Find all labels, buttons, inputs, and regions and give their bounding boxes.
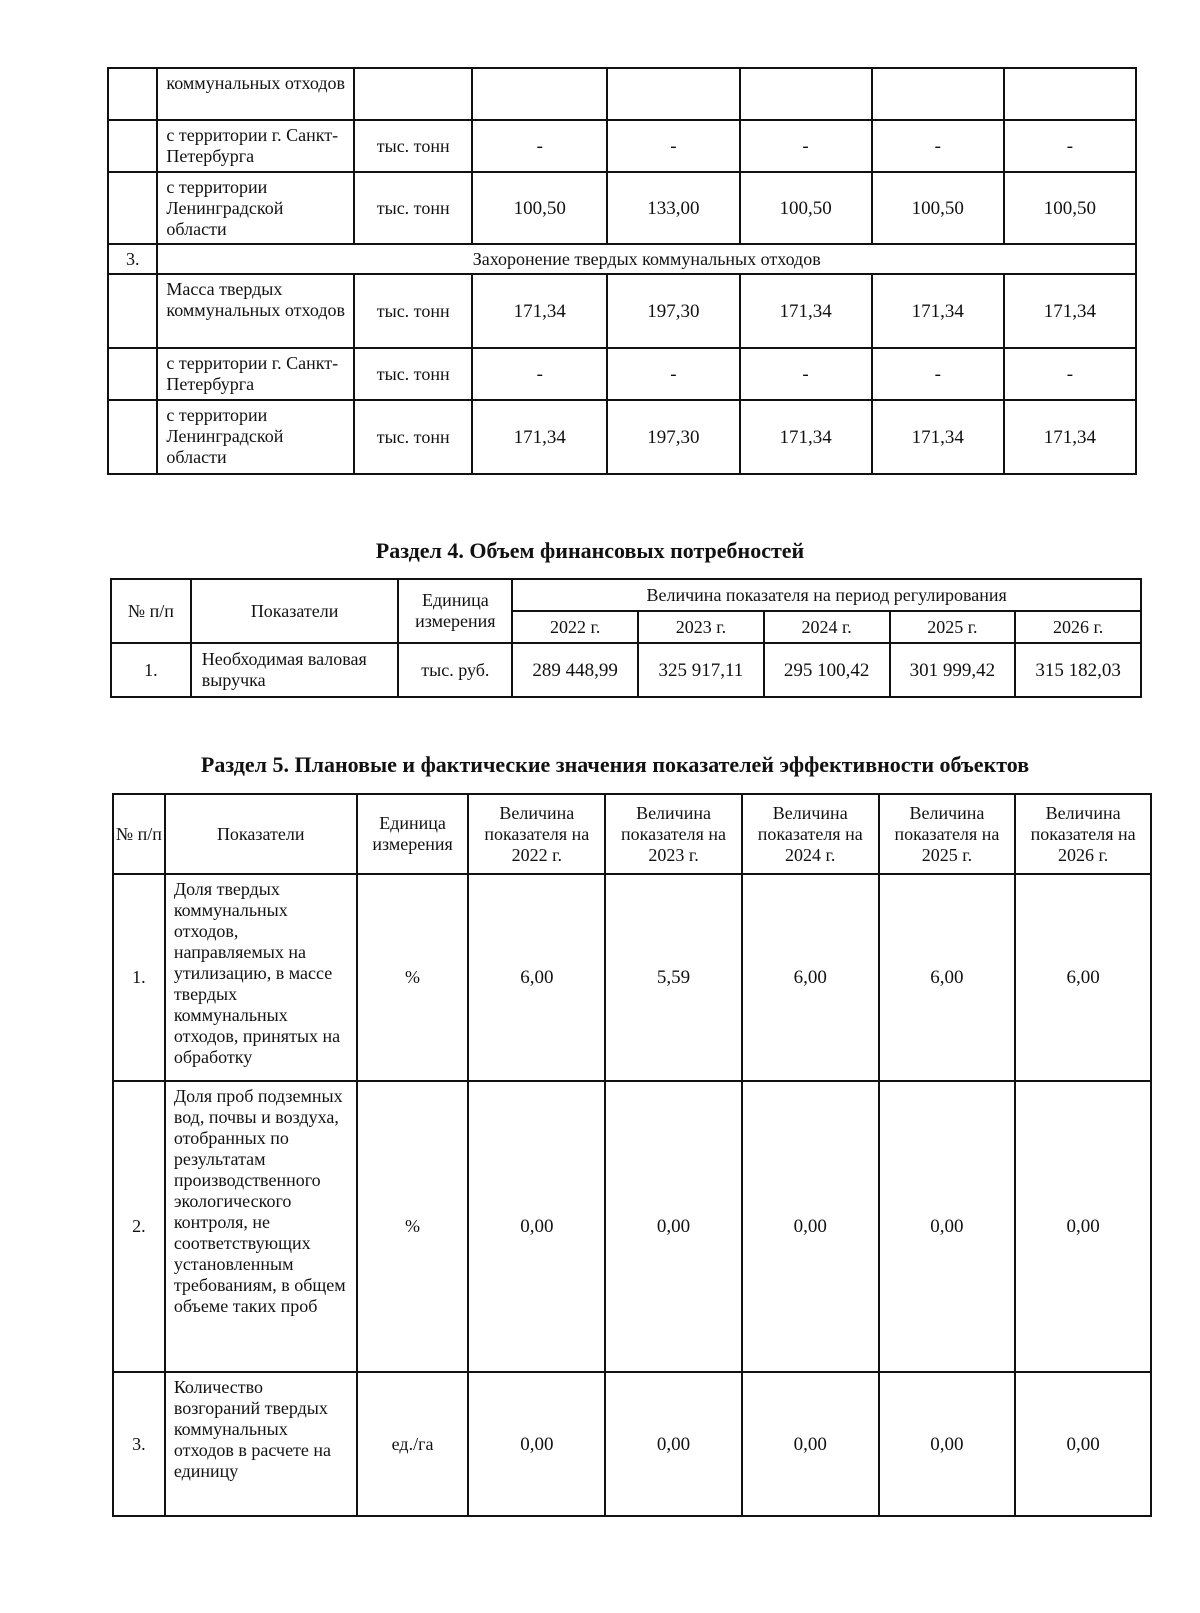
- value-cell: 171,34: [872, 274, 1004, 348]
- header-year: 2022 г.: [512, 611, 638, 643]
- section5-title: Раздел 5. Плановые и фактические значения показателей эффективности объектов: [200, 752, 1030, 777]
- header-row: [113, 794, 1151, 874]
- header-year: 2023 г.: [638, 611, 764, 643]
- value-cell: -: [607, 348, 739, 400]
- header-num: № п/п: [111, 579, 191, 643]
- value-cell: 0,00: [605, 1081, 742, 1372]
- table-waste-continuation: [107, 67, 1137, 475]
- value-cell: [472, 68, 607, 120]
- row-unit: тыс. тонн: [354, 348, 472, 400]
- header-period: Величина показателя на период регулирования: [512, 579, 1141, 611]
- row-num: 1.: [113, 874, 165, 1081]
- header-year: 2026 г.: [1015, 611, 1141, 643]
- section4-title: Раздел 4. Объем финансовых потребностей: [375, 538, 805, 563]
- value-cell: 0,00: [879, 1372, 1016, 1516]
- table-row: [108, 172, 1136, 244]
- row-unit: ед./га: [357, 1372, 469, 1516]
- table-row: [113, 1081, 1151, 1372]
- header-year: Величина показателя на 2026 г.: [1015, 794, 1151, 874]
- table-row: [113, 874, 1151, 1081]
- value-cell: 301 999,42: [890, 643, 1016, 697]
- value-cell: 295 100,42: [764, 643, 890, 697]
- table-row: [108, 68, 1136, 120]
- header-year: Величина показателя на 2022 г.: [468, 794, 605, 874]
- header-year: Величина показателя на 2024 г.: [742, 794, 879, 874]
- row-num: [108, 348, 157, 400]
- value-cell: 171,34: [872, 400, 1004, 474]
- row-unit: %: [357, 874, 469, 1081]
- header-row: [111, 579, 1141, 611]
- value-cell: 197,30: [607, 400, 739, 474]
- value-cell: 171,34: [472, 400, 607, 474]
- value-cell: 0,00: [605, 1372, 742, 1516]
- table-financial-needs: [110, 578, 1142, 698]
- header-unit: Единица измерения: [398, 579, 512, 643]
- value-cell: [872, 68, 1004, 120]
- row-name: Масса твердых коммунальных отходов: [157, 274, 354, 348]
- value-cell: 0,00: [1015, 1081, 1151, 1372]
- row-name: с территории Ленинградской области: [157, 400, 354, 474]
- row-name: Необходимая валовая выручка: [191, 643, 399, 697]
- row-name: Количество возгораний твердых коммунальных отходов в расчете на единицу: [165, 1372, 357, 1516]
- row-unit: тыс. тонн: [354, 172, 472, 244]
- value-cell: 5,59: [605, 874, 742, 1081]
- value-cell: [740, 68, 872, 120]
- value-cell: 6,00: [879, 874, 1016, 1081]
- value-cell: 133,00: [607, 172, 739, 244]
- value-cell: -: [740, 348, 872, 400]
- value-cell: 6,00: [1015, 874, 1151, 1081]
- value-cell: 197,30: [607, 274, 739, 348]
- row-unit: [354, 68, 472, 120]
- value-cell: -: [607, 120, 739, 172]
- value-cell: 171,34: [472, 274, 607, 348]
- value-cell: -: [1004, 120, 1136, 172]
- value-cell: 6,00: [468, 874, 605, 1081]
- row-num: [108, 68, 157, 120]
- header-year: 2025 г.: [890, 611, 1016, 643]
- header-year: 2024 г.: [764, 611, 890, 643]
- value-cell: 171,34: [740, 274, 872, 348]
- value-cell: 100,50: [872, 172, 1004, 244]
- table-efficiency-indicators: [112, 793, 1152, 1517]
- value-cell: 289 448,99: [512, 643, 638, 697]
- row-name: Доля проб подземных вод, почвы и воздуха, отобранных по результатам производственного экологического контроля, не соответствующих установленным требованиям, в общем объеме таких проб: [165, 1081, 357, 1372]
- row-num: [108, 172, 157, 244]
- value-cell: 0,00: [742, 1372, 879, 1516]
- value-cell: 171,34: [740, 400, 872, 474]
- value-cell: 6,00: [742, 874, 879, 1081]
- value-cell: -: [872, 120, 1004, 172]
- row-name: коммунальных отходов: [157, 68, 354, 120]
- row-num: [108, 400, 157, 474]
- value-cell: 100,50: [472, 172, 607, 244]
- row-name: Доля твердых коммунальных отходов, направляемых на утилизацию, в массе твердых коммунальных отходов, принятых на обработку: [165, 874, 357, 1081]
- row-num: [108, 274, 157, 348]
- row-name: с территории Ленинградской области: [157, 172, 354, 244]
- row-num: 3.: [113, 1372, 165, 1516]
- value-cell: 100,50: [1004, 172, 1136, 244]
- row-unit: тыс. руб.: [398, 643, 512, 697]
- header-indicator: Показатели: [165, 794, 357, 874]
- value-cell: 171,34: [1004, 274, 1136, 348]
- value-cell: 0,00: [879, 1081, 1016, 1372]
- value-cell: -: [1004, 348, 1136, 400]
- section-row: [108, 244, 1136, 274]
- row-name: с территории г. Санкт-Петербурга: [157, 348, 354, 400]
- table-row: [108, 120, 1136, 172]
- header-year: Величина показателя на 2025 г.: [879, 794, 1016, 874]
- value-cell: 315 182,03: [1015, 643, 1141, 697]
- value-cell: 0,00: [742, 1081, 879, 1372]
- section-num: 3.: [108, 244, 157, 274]
- value-cell: 0,00: [468, 1081, 605, 1372]
- value-cell: -: [872, 348, 1004, 400]
- section-title: Захоронение твердых коммунальных отходов: [157, 244, 1136, 274]
- value-cell: [607, 68, 739, 120]
- table-row: [108, 348, 1136, 400]
- value-cell: -: [472, 120, 607, 172]
- row-num: [108, 120, 157, 172]
- header-year: Величина показателя на 2023 г.: [605, 794, 742, 874]
- row-unit: %: [357, 1081, 469, 1372]
- row-unit: тыс. тонн: [354, 400, 472, 474]
- row-name: с территории г. Санкт-Петербурга: [157, 120, 354, 172]
- value-cell: 325 917,11: [638, 643, 764, 697]
- table-row: [108, 274, 1136, 348]
- header-indicator: Показатели: [191, 579, 399, 643]
- table-row: [108, 400, 1136, 474]
- value-cell: [1004, 68, 1136, 120]
- header-unit: Единица измерения: [357, 794, 469, 874]
- table-row: [111, 643, 1141, 697]
- value-cell: 0,00: [1015, 1372, 1151, 1516]
- value-cell: 100,50: [740, 172, 872, 244]
- row-unit: тыс. тонн: [354, 274, 472, 348]
- table-row: [113, 1372, 1151, 1516]
- row-num: 2.: [113, 1081, 165, 1372]
- row-unit: тыс. тонн: [354, 120, 472, 172]
- value-cell: 171,34: [1004, 400, 1136, 474]
- value-cell: -: [740, 120, 872, 172]
- header-num: № п/п: [113, 794, 165, 874]
- value-cell: -: [472, 348, 607, 400]
- row-num: 1.: [111, 643, 191, 697]
- value-cell: 0,00: [468, 1372, 605, 1516]
